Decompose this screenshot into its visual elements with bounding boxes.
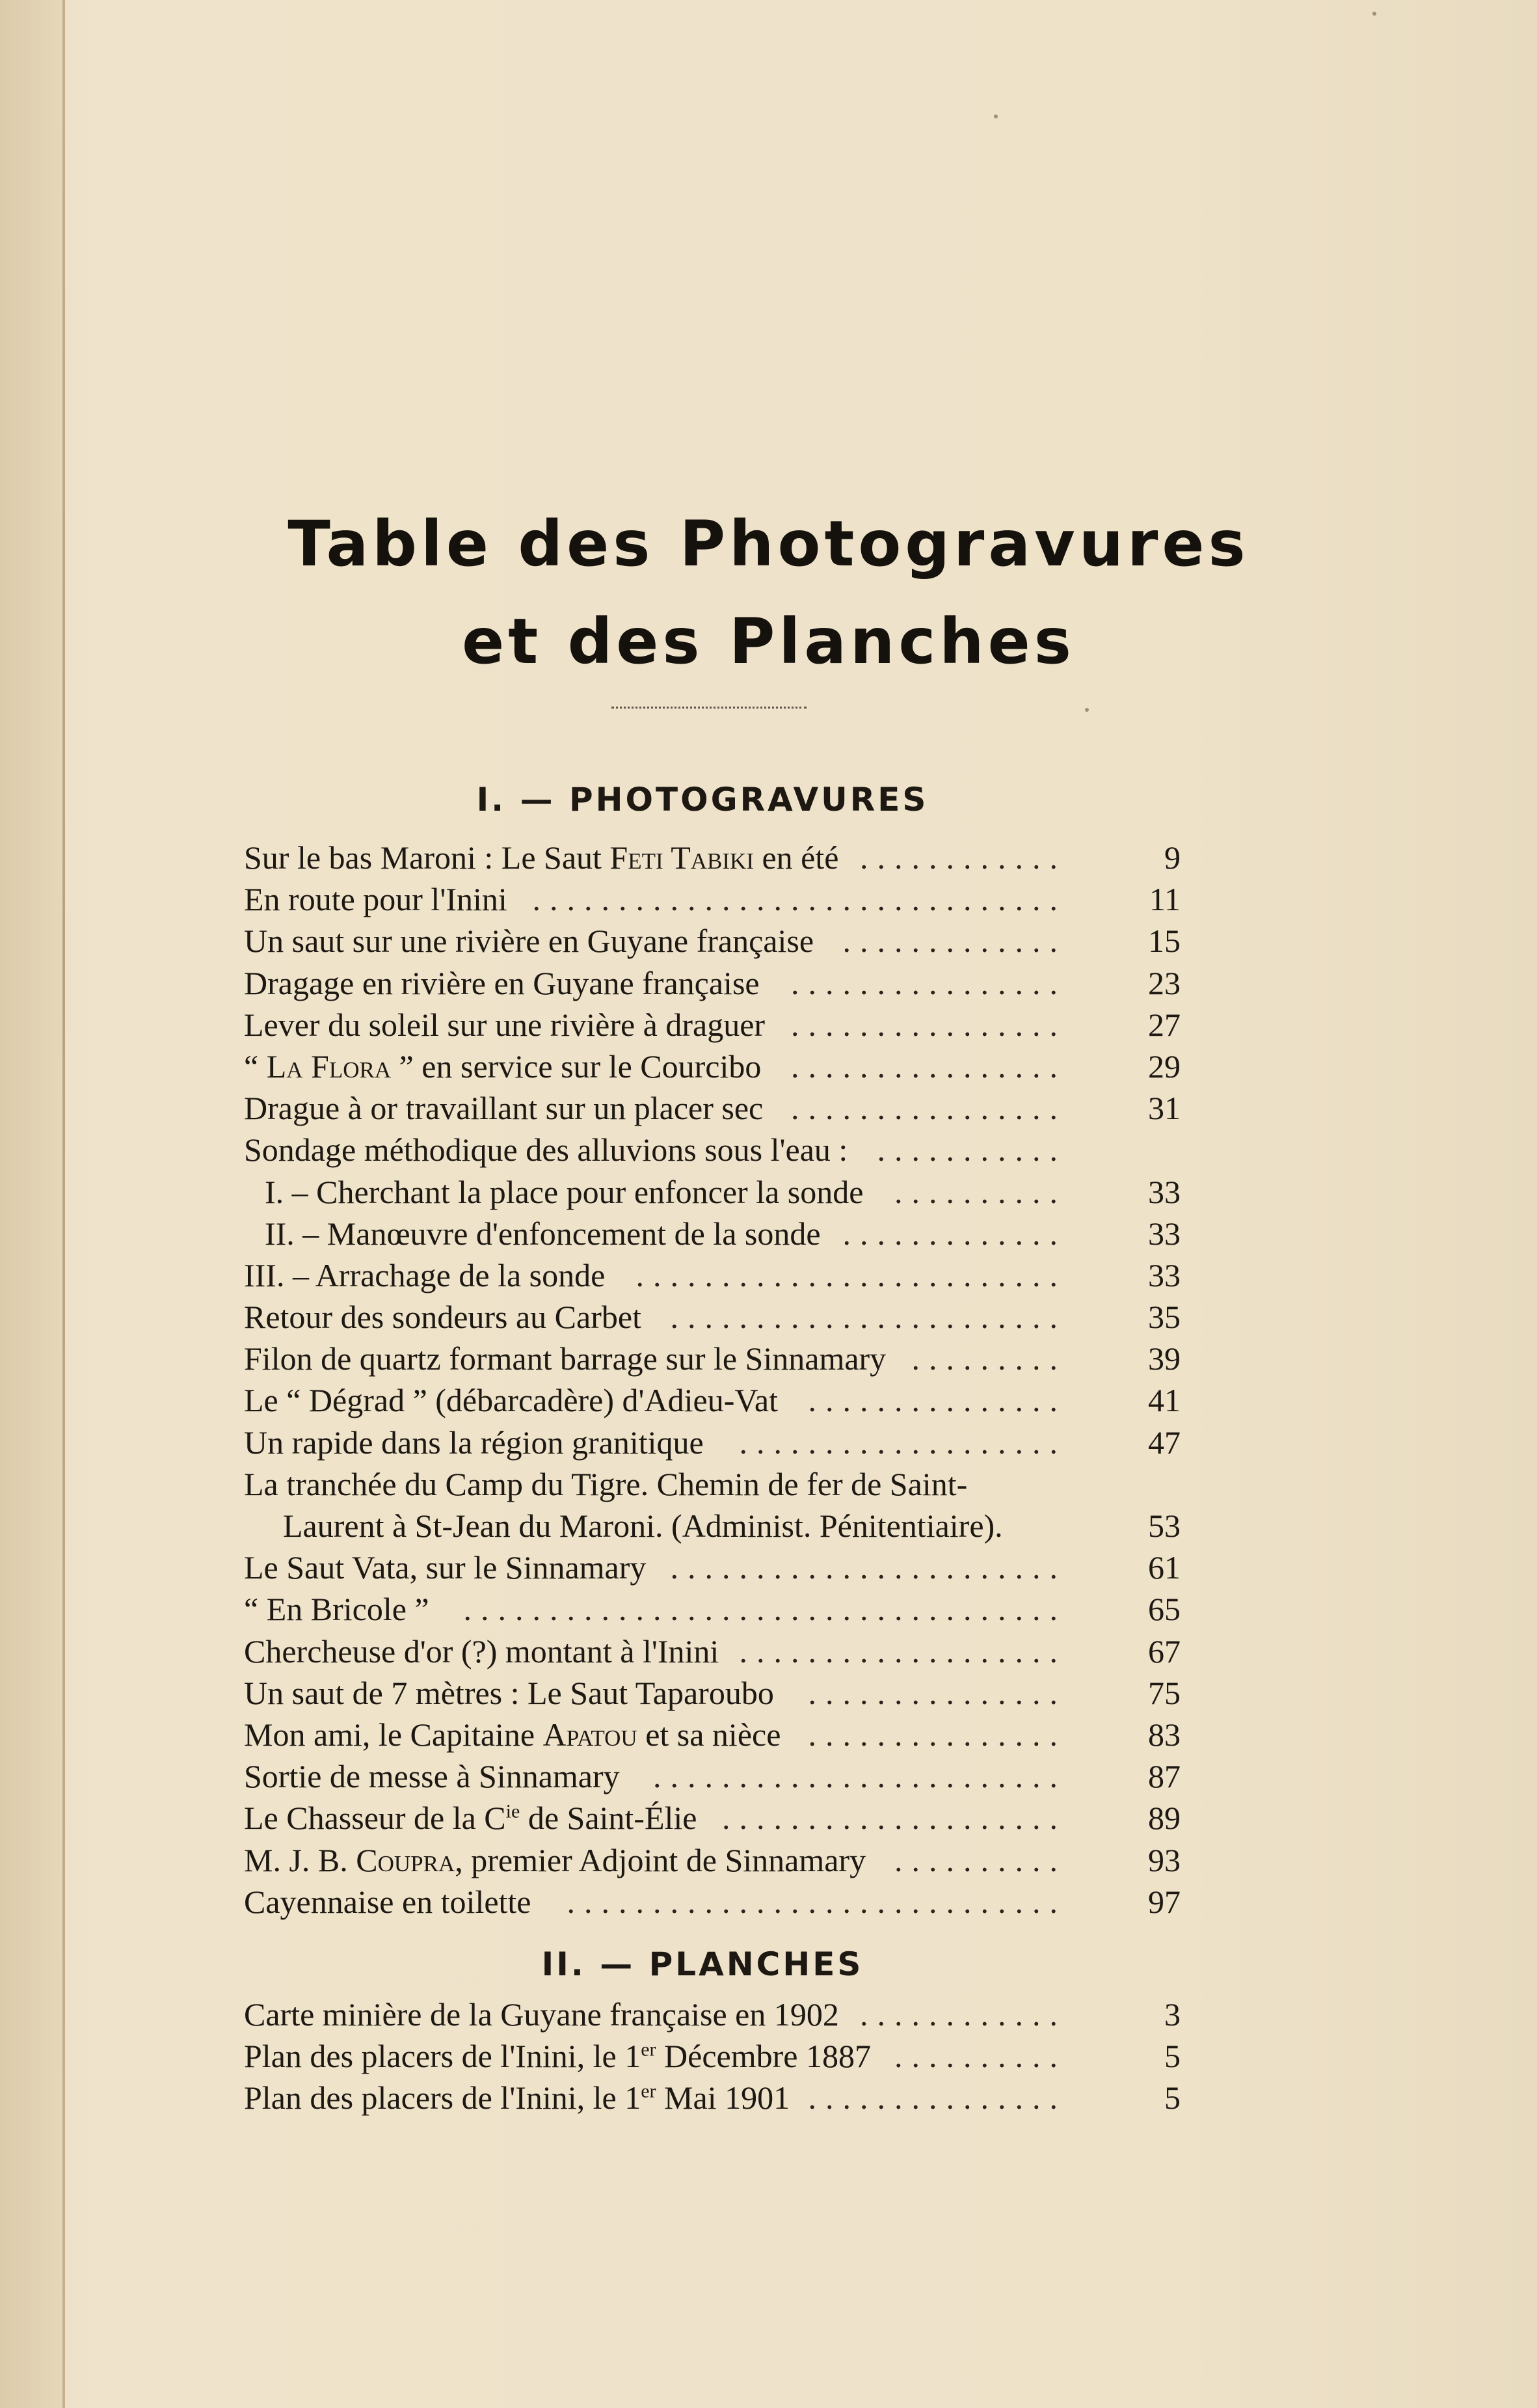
toc-entry-title xyxy=(244,1046,761,1087)
toc-page-number: 31 xyxy=(1148,1090,1181,1127)
toc-list-planches xyxy=(244,1994,1181,2119)
toc-entry xyxy=(244,1338,1181,1379)
toc-leader-dots: ......... xyxy=(911,1340,1067,1377)
toc-entry xyxy=(244,1087,1181,1129)
toc-entry-title xyxy=(244,962,760,1004)
toc-entry-text: En route pour l'Inini xyxy=(244,881,507,918)
toc-page-number: 15 xyxy=(1148,923,1181,960)
toc-entry-title xyxy=(244,1994,839,2035)
toc-page-number: 89 xyxy=(1148,1800,1181,1837)
toc-entry-title xyxy=(244,1338,886,1379)
toc-leader-dots: ............ xyxy=(860,1996,1067,2033)
page-title-line1: Table des Photogravures xyxy=(287,507,1250,580)
toc-entry-title xyxy=(244,1004,765,1046)
toc-page-number: 35 xyxy=(1148,1299,1181,1336)
toc-entry xyxy=(244,1630,1181,1672)
toc-entry xyxy=(244,1714,1181,1755)
toc-page-number: 3 xyxy=(1164,1996,1181,2033)
toc-page-number: 33 xyxy=(1148,1173,1181,1210)
toc-entry-text: , premier Adjoint de Sinnamary xyxy=(455,1841,866,1878)
toc-page-number: 61 xyxy=(1148,1549,1181,1586)
toc-entry-text: III. – Arrachage de la sonde xyxy=(244,1256,606,1293)
toc-entry-text: Sur le bas Maroni : Le Saut xyxy=(244,839,610,876)
toc-entry-title xyxy=(265,1171,863,1213)
toc-entry-text: Mon ami, le Capitaine xyxy=(244,1716,543,1753)
toc-entry-title xyxy=(244,1797,697,1839)
toc-entry xyxy=(244,920,1181,962)
page-title-line2: et des Planches xyxy=(462,605,1075,678)
section-heading-photogravures: I. — PHOTOGRAVURES xyxy=(476,781,929,818)
toc-page-number: 53 xyxy=(1148,1508,1181,1544)
toc-entry-text: Le Saut Vata, sur le Sinnamary xyxy=(244,1549,647,1586)
toc-entry-text: La tranchée du Camp du Tigre. Chemin de fer de Saint- xyxy=(244,1465,968,1502)
toc-page-number: 33 xyxy=(1148,1256,1181,1293)
toc-page-number: 5 xyxy=(1164,2038,1181,2075)
toc-entry-title xyxy=(244,1547,646,1588)
toc-entry xyxy=(244,962,1181,1004)
toc-entry-text: Sondage méthodique des alluvions sous l'eau : xyxy=(244,1131,848,1169)
toc-entry xyxy=(244,1171,1181,1213)
toc-entry-superscript: ie xyxy=(505,1800,520,1822)
toc-entry xyxy=(244,1994,1181,2035)
toc-entry xyxy=(244,1046,1181,1087)
toc-entry-title xyxy=(244,2035,871,2077)
toc-page-number: 23 xyxy=(1148,964,1181,1001)
toc-entry-title xyxy=(244,1463,967,1505)
binding-line xyxy=(62,0,65,2408)
toc-leader-dots: .................... xyxy=(722,1800,1067,1837)
section-heading-planches: II. — PLANCHES xyxy=(541,1945,864,1983)
toc-entry-text: Chercheuse d'or (?) montant à l'Inini xyxy=(244,1632,719,1670)
toc-page-number: 93 xyxy=(1148,1841,1181,1878)
toc-entry-text: Un saut sur une rivière en Guyane française xyxy=(244,923,814,960)
title-ornament-rule xyxy=(611,707,807,712)
toc-leader-dots: ............... xyxy=(808,1674,1067,1711)
toc-leader-dots: ............................... xyxy=(532,881,1067,918)
toc-entry-title xyxy=(244,1672,774,1714)
toc-entry-title xyxy=(265,1213,821,1254)
toc-leader-dots: ................ xyxy=(791,1048,1067,1085)
toc-page-number: 41 xyxy=(1148,1382,1181,1419)
toc-entry-title xyxy=(244,1588,429,1630)
toc-leader-dots: ............. xyxy=(842,1215,1067,1252)
toc-leader-dots: ........................ xyxy=(653,1758,1067,1795)
toc-entry-text: “ xyxy=(244,1048,267,1085)
toc-entry-smallcaps: Apatou xyxy=(542,1716,637,1753)
toc-entry-text: Cayennaise en toilette xyxy=(244,1883,531,1920)
toc-entry-text: Plan des placers de l'Inini, le 1 xyxy=(244,2079,641,2117)
toc-page-number: 5 xyxy=(1164,2079,1181,2117)
toc-entry-text: Retour des sondeurs au Carbet xyxy=(244,1299,641,1336)
toc-entry xyxy=(244,1881,1181,1923)
toc-entry-title xyxy=(283,1505,1003,1547)
toc-page-number: 87 xyxy=(1148,1758,1181,1795)
toc-entry-title xyxy=(244,1881,531,1923)
toc-entry-text: “ En Bricole ” xyxy=(244,1591,429,1628)
toc-entry xyxy=(244,1505,1181,1547)
toc-entry-text: Décembre 1887 xyxy=(656,2038,871,2075)
toc-leader-dots: ............................. xyxy=(567,1883,1067,1920)
toc-entry-title xyxy=(244,1714,781,1755)
toc-entry-title xyxy=(244,920,814,962)
toc-entry-title xyxy=(244,878,507,920)
toc-entry-text: Filon de quartz formant barrage sur le Sinnamary xyxy=(244,1340,887,1377)
toc-leader-dots: ......................... xyxy=(635,1256,1067,1293)
paper-speck xyxy=(1372,12,1376,16)
toc-entry-text: Carte minière de la Guyane française en 1902 xyxy=(244,1996,839,2033)
toc-entry-text: et sa nièce xyxy=(637,1716,781,1753)
toc-entry-text: de Saint-Élie xyxy=(520,1800,697,1837)
toc-entry-title xyxy=(244,1755,620,1797)
toc-entry xyxy=(244,1547,1181,1588)
toc-leader-dots: ............... xyxy=(808,2079,1067,2117)
toc-entry-text: I. – Cherchant la place pour enfoncer la sonde xyxy=(265,1173,864,1210)
toc-leader-dots: ................ xyxy=(791,1090,1067,1127)
toc-entry-text: en été xyxy=(753,839,839,876)
toc-leader-dots: ....................... xyxy=(670,1549,1067,1586)
toc-entry-text: Plan des placers de l'Inini, le 1 xyxy=(244,2038,641,2075)
toc-leader-dots: ................................... xyxy=(463,1591,1067,1628)
toc-entry xyxy=(244,2077,1181,2118)
toc-entry-title xyxy=(244,1839,866,1881)
toc-entry xyxy=(244,1588,1181,1630)
toc-entry-text: ” en service sur le Courcibo xyxy=(391,1048,762,1085)
toc-leader-dots: ................... xyxy=(739,1632,1067,1670)
toc-entry-title xyxy=(244,1422,704,1463)
toc-page-number: 33 xyxy=(1148,1215,1181,1252)
toc-entry-title xyxy=(244,2077,790,2118)
toc-page-number: 83 xyxy=(1148,1716,1181,1753)
toc-entry-superscript: er xyxy=(641,2038,656,2061)
toc-leader-dots: ............... xyxy=(808,1382,1067,1419)
toc-page-number: 67 xyxy=(1148,1632,1181,1670)
toc-entry-text: Un rapide dans la région granitique xyxy=(244,1424,704,1461)
toc-entry-text: Un saut de 7 mètres : Le Saut Taparoubo xyxy=(244,1674,774,1711)
toc-entry-text: Le “ Dégrad ” (débarcadère) d'Adieu-Vat xyxy=(244,1382,779,1419)
toc-entry-superscript: er xyxy=(641,2080,656,2102)
toc-page-number: 9 xyxy=(1164,839,1181,876)
toc-entry-smallcaps: Feti Tabiki xyxy=(609,839,754,876)
toc-entry xyxy=(244,1129,1181,1170)
toc-page-number: 97 xyxy=(1148,1883,1181,1920)
toc-entry xyxy=(244,1379,1181,1421)
toc-entry-text: II. – Manœuvre d'enfoncement de la sonde xyxy=(265,1215,821,1252)
paper-speck xyxy=(994,115,998,118)
toc-entry-title xyxy=(244,1379,778,1421)
toc-page-number: 65 xyxy=(1148,1591,1181,1628)
toc-page-number: 75 xyxy=(1148,1674,1181,1711)
toc-entry xyxy=(244,1004,1181,1046)
toc-entry-title xyxy=(244,1630,719,1672)
toc-entry xyxy=(244,1463,1181,1505)
page-left-edge xyxy=(0,0,62,2408)
toc-page-number: 29 xyxy=(1148,1048,1181,1085)
toc-entry-text: M. J. B. xyxy=(244,1841,356,1878)
toc-entry xyxy=(244,1254,1181,1296)
toc-entry-title xyxy=(244,1254,605,1296)
toc-page-number: 27 xyxy=(1148,1006,1181,1043)
toc-leader-dots: ................ xyxy=(791,1006,1067,1043)
toc-entry xyxy=(244,2035,1181,2077)
toc-leader-dots: ................... xyxy=(739,1424,1067,1461)
toc-entry xyxy=(244,1296,1181,1338)
toc-leader-dots: ............ xyxy=(860,839,1067,876)
toc-entry-text: Lever du soleil sur une rivière à draguer xyxy=(244,1006,766,1043)
toc-list-photogravures xyxy=(244,837,1181,1923)
toc-leader-dots: .......... xyxy=(894,1173,1067,1210)
toc-entry-title xyxy=(244,1129,848,1170)
toc-page-number: 47 xyxy=(1148,1424,1181,1461)
toc-entry-text: Dragage en rivière en Guyane française xyxy=(244,964,760,1001)
toc-entry-smallcaps: La Flora xyxy=(266,1048,392,1085)
toc-entry-text: Mai 1901 xyxy=(656,2079,790,2117)
toc-entry-text: Laurent à St-Jean du Maroni. (Administ. Pénitentiaire). xyxy=(283,1508,1003,1544)
toc-entry xyxy=(244,1797,1181,1839)
toc-leader-dots: .......... xyxy=(894,2038,1067,2075)
toc-entry-text: Sortie de messe à Sinnamary xyxy=(244,1758,620,1795)
toc-entry xyxy=(244,1213,1181,1254)
toc-entry xyxy=(244,878,1181,920)
toc-entry-title xyxy=(244,837,838,878)
toc-entry-smallcaps: Coupra xyxy=(356,1841,455,1878)
toc-entry xyxy=(244,1755,1181,1797)
toc-entry-title xyxy=(244,1296,641,1338)
toc-leader-dots: ................ xyxy=(791,964,1067,1001)
toc-entry-title xyxy=(244,1087,763,1129)
toc-leader-dots: ........... xyxy=(877,1131,1067,1169)
toc-entry xyxy=(244,1839,1181,1881)
toc-leader-dots: .......... xyxy=(894,1841,1067,1878)
toc-entry-text: Le Chasseur de la C xyxy=(244,1800,506,1837)
toc-entry xyxy=(244,837,1181,878)
toc-entry xyxy=(244,1422,1181,1463)
toc-entry xyxy=(244,1672,1181,1714)
toc-page-number: 11 xyxy=(1149,881,1181,918)
toc-leader-dots: ............. xyxy=(842,923,1067,960)
toc-leader-dots: ....................... xyxy=(670,1299,1067,1336)
toc-page-number: 39 xyxy=(1148,1340,1181,1377)
toc-leader-dots: ............... xyxy=(808,1716,1067,1753)
paper-speck xyxy=(1085,708,1089,712)
toc-entry-text: Drague à or travaillant sur un placer sec xyxy=(244,1090,764,1127)
